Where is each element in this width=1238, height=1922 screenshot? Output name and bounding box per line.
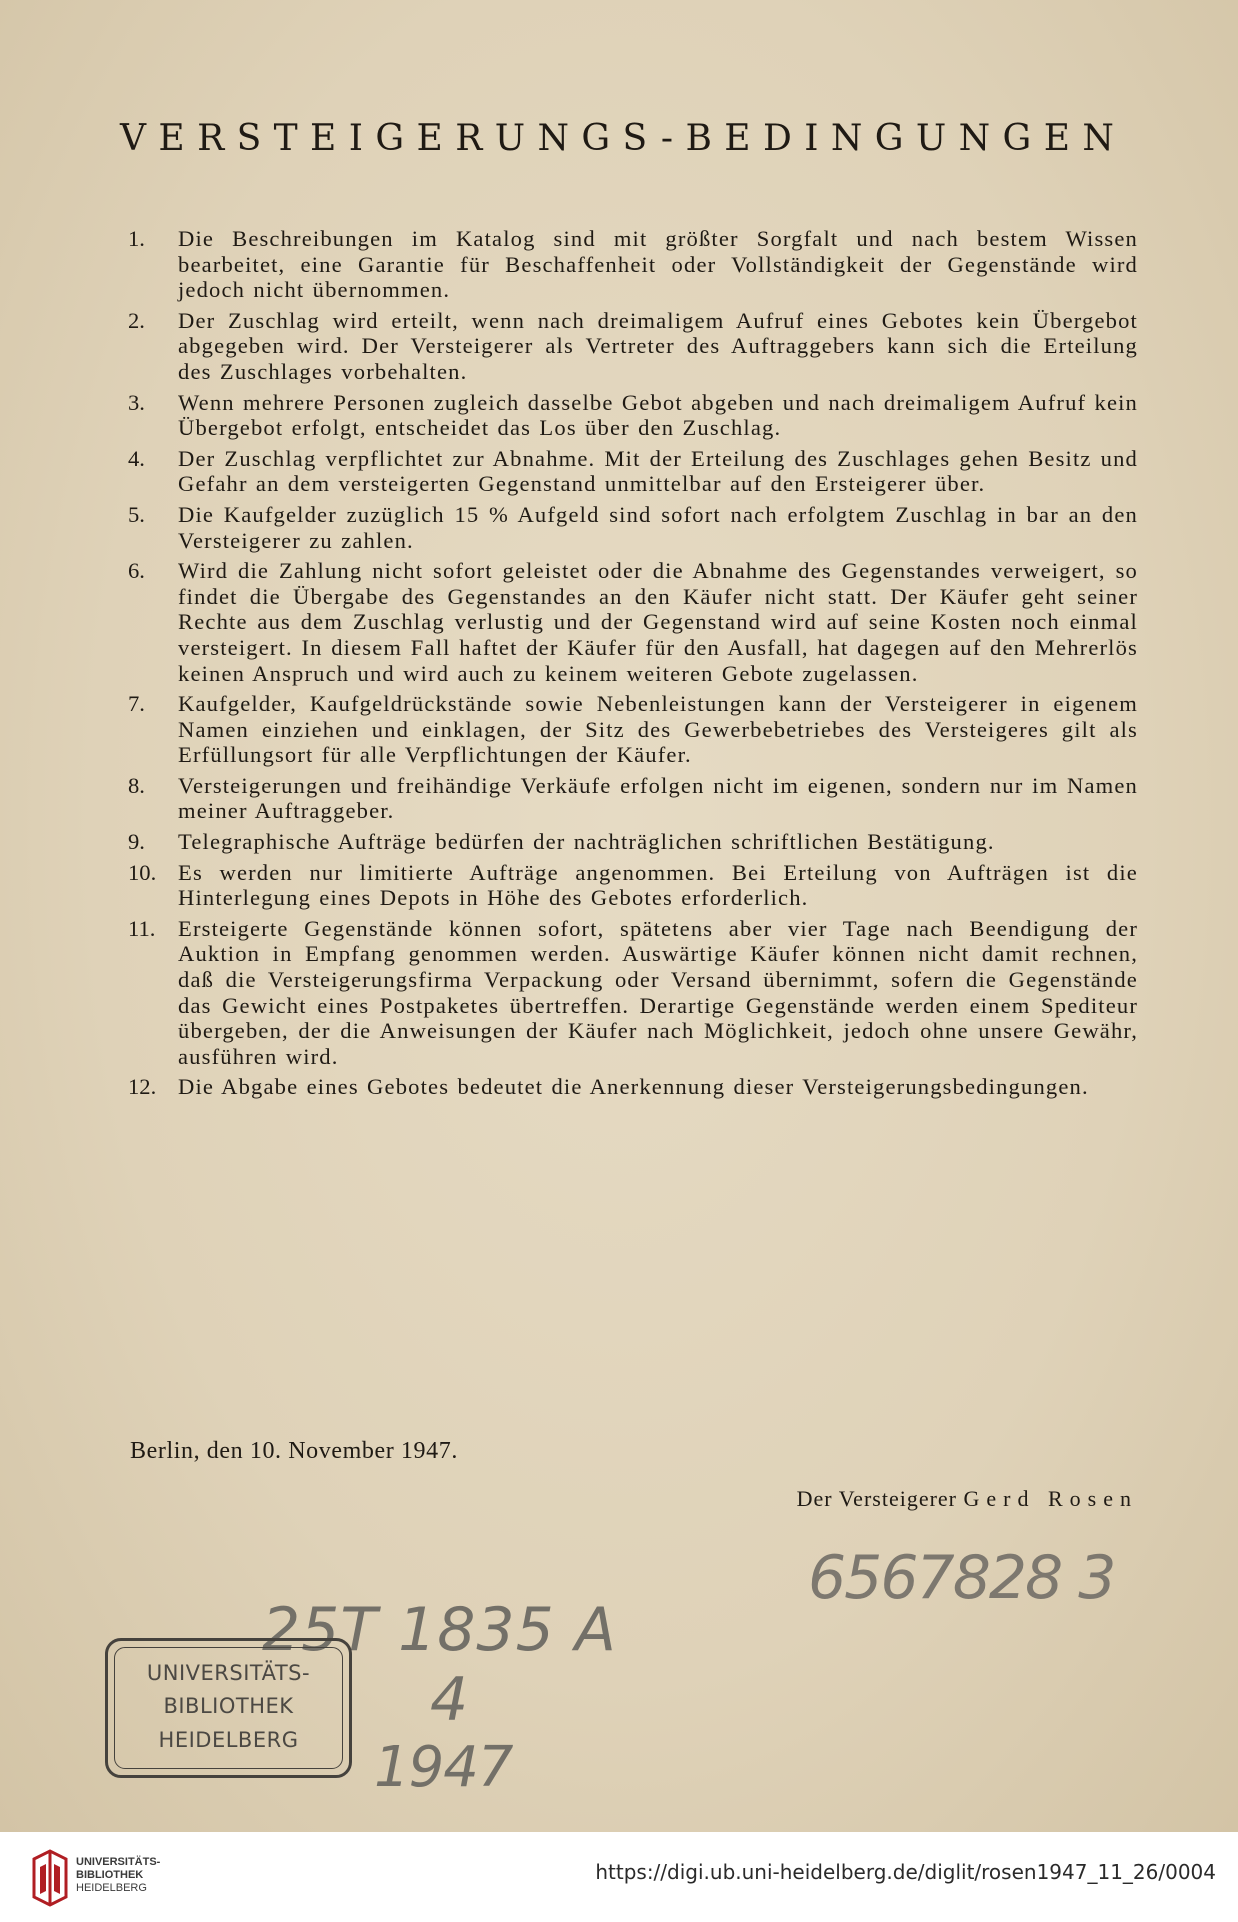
library-logo-icon[interactable] — [28, 1847, 72, 1907]
item-text: Ersteigerte Gegenstände können sofort, spätetens aber vier Tage nach Beendigung der Auktion in Empfang genommen werden. Auswärtige Käufer können nicht damit rechnen, daß die Versteigerungsfirma Verpackung oder Versand übernimmt, sofern die Gegenstände das Gewicht eines Postpaketes übertreffen. Derartige Gegenstände werden einem Spediteur übergeben, der die Anweisungen der Käufer nach Möglichkeit, jedoch ohne unsere Gewähr, ausführen wird. — [178, 915, 1138, 1069]
item-text: Wird die Zahlung nicht sofort geleistet oder die Abnahme des Gegenstandes verweigert, so findet die Übergabe des Gegenstandes an den Käufer nicht statt. Der Käufer geht seiner Rechte aus dem Zuschlag verlustig und der Gegenstand wird auf seine Kosten noch einmal versteigert. In diesem Fall haftet der Käufer für den Ausfall, hat dagegen auf den Mehrerlös keinen Anspruch und wird auch zu keinem weiteren Gebote zugelassen. — [178, 558, 1138, 686]
item-number: 1. — [128, 226, 145, 251]
item-number: 4. — [128, 445, 145, 471]
page-title: VERSTEIGERUNGS-BEDINGUNGEN — [120, 118, 1127, 159]
item-text: Wenn mehrere Personen zugleich dasselbe Gebot abgeben und nach dreimaligem Aufruf kein Übergebot erfolgt, entscheidet das Los über den Zuschlag. — [178, 389, 1138, 441]
list-item — [128, 773, 1138, 824]
item-text: Es werden nur limitierte Aufträge angenommen. Bei Erteilung von Aufträgen ist die Hinterlegung eines Depots in Höhe des Gebotes erforderlich. — [178, 859, 1138, 911]
item-text: Der Zuschlag verpflichtet zur Abnahme. Mit der Erteilung des Zuschlages gehen Besitz und Gefahr an dem versteigerten Gegenstand unmittelbar auf den Ersteigerer über. — [178, 445, 1138, 497]
item-text: Die Abgabe eines Gebotes bedeutet die Anerkennung dieser Versteigerungsbedingungen. — [178, 1074, 1089, 1100]
list-item — [128, 829, 1138, 855]
list-item — [128, 558, 1138, 686]
item-text: Telegraphische Aufträge bedürfen der nachträglichen schriftlichen Bestätigung. — [178, 829, 995, 855]
item-number: 8. — [128, 772, 145, 798]
list-item — [128, 226, 1138, 303]
item-number: 12. — [128, 1074, 157, 1100]
item-text: Der Zuschlag wird erteilt, wenn nach dreimaligem Aufruf eines Gebotes kein Übergebot abgegeben wird. Der Versteigerer als Vertreter des Auftraggebers kann sich die Erteilung des Zuschlages vorbehalten. — [178, 307, 1138, 384]
stamp-line: UNIVERSITÄTS- — [146, 1661, 311, 1685]
library-name-line: BIBLIOTHEK — [76, 1869, 144, 1881]
handwritten-year: 1947 — [374, 1735, 513, 1800]
list-item — [128, 1074, 1138, 1100]
stamp-line: HEIDELBERG — [158, 1728, 299, 1752]
item-text: Kaufgelder, Kaufgeldrückstände sowie Nebenleistungen kann der Versteigerer in eigenem Namen einziehen und einklagen, der Sitz des Gewerbebetriebes des Versteigeres gilt als Erfüllungsort für alle Verpflichtungen der Käufer. — [178, 691, 1138, 768]
conditions-list — [128, 226, 1138, 1105]
list-item — [128, 502, 1138, 553]
signature-prefix: Der Versteigerer — [796, 1486, 958, 1511]
library-name-line: UNIVERSITÄTS- — [76, 1856, 161, 1868]
permalink[interactable]: https://digi.ub.uni-heidelberg.de/diglit/rosen1947_11_26/0004 — [595, 1860, 1216, 1884]
item-number: 2. — [128, 307, 145, 333]
library-name — [76, 1856, 160, 1895]
handwritten-volume: 4 — [430, 1665, 469, 1735]
list-item — [128, 308, 1138, 385]
list-item — [128, 446, 1138, 497]
item-number: 11. — [128, 915, 156, 941]
item-text: Versteigerungen und freihändige Verkäufe erfolgen nicht im eigenen, sondern nur im Namen meiner Auftraggeber. — [178, 772, 1138, 824]
item-number: 9. — [128, 829, 145, 855]
list-item — [128, 860, 1138, 911]
dateline: Berlin, den 10. November 1947. — [130, 1438, 458, 1464]
handwritten-inventory-number: 6567828 3 — [808, 1543, 1115, 1613]
item-number: 10. — [128, 859, 157, 885]
list-item — [128, 691, 1138, 768]
stamp-line: BIBLIOTHEK — [163, 1694, 294, 1718]
item-number: 7. — [128, 691, 145, 717]
item-number: 3. — [128, 389, 145, 415]
signature-line — [797, 1486, 1138, 1512]
item-number: 6. — [128, 558, 145, 584]
item-text: Die Kaufgelder zuzüglich 15 % Aufgeld sind sofort nach erfolgtem Zuschlag in bar an den Versteigerer zu zahlen. — [178, 501, 1138, 553]
list-item — [128, 916, 1138, 1070]
viewer-footer — [0, 1832, 1238, 1922]
item-number: 5. — [128, 501, 145, 527]
item-text: Die Beschreibungen im Katalog sind mit größter Sorgfalt und nach bestem Wissen bearbeitet, eine Garantie für Beschaffenheit oder Vollständigkeit der Gegenstände wird jedoch nicht übernommen. — [178, 226, 1138, 303]
list-item — [128, 390, 1138, 441]
library-stamp — [105, 1638, 352, 1778]
signature-name: Gerd Rosen — [963, 1486, 1138, 1511]
handwritten-shelfmark: 25T 1835 A — [262, 1595, 617, 1665]
library-name-line: HEIDELBERG — [76, 1882, 147, 1894]
